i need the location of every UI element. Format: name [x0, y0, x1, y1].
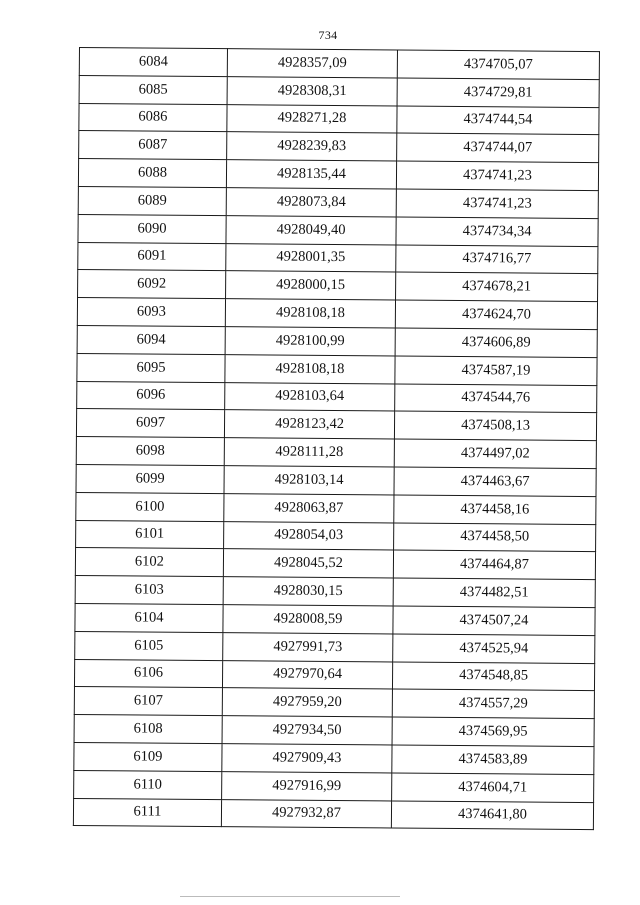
x-coordinate-cell: 4928357,09	[227, 49, 397, 78]
x-coordinate-cell: 4928030,15	[223, 577, 393, 606]
table-row	[73, 798, 593, 830]
point-id-cell: 6109	[74, 742, 222, 771]
y-coordinate-cell: 4374641,80	[391, 800, 593, 829]
y-coordinate-cell: 4374557,29	[392, 689, 594, 718]
point-id-cell: 6093	[77, 298, 225, 327]
y-coordinate-cell: 4374497,02	[394, 439, 596, 468]
x-coordinate-cell: 4928135,44	[226, 160, 396, 189]
point-id-cell: 6111	[73, 798, 221, 827]
point-id-cell: 6089	[78, 186, 226, 215]
point-id-cell: 6097	[76, 409, 224, 438]
x-coordinate-cell: 4928000,15	[226, 271, 396, 300]
point-id-cell: 6098	[76, 437, 224, 466]
x-coordinate-cell: 4927916,99	[222, 771, 392, 800]
point-id-cell: 6091	[78, 242, 226, 271]
x-coordinate-cell: 4928073,84	[226, 188, 396, 217]
x-coordinate-cell: 4928239,83	[227, 132, 397, 161]
point-id-cell: 6101	[76, 520, 224, 549]
point-id-cell: 6084	[79, 48, 227, 77]
table-row	[79, 131, 599, 163]
point-id-cell: 6110	[74, 770, 222, 799]
point-id-cell: 6108	[74, 715, 222, 744]
x-coordinate-cell: 4928063,87	[224, 493, 394, 522]
y-coordinate-cell: 4374741,23	[396, 189, 598, 218]
point-id-cell: 6095	[77, 353, 225, 382]
x-coordinate-cell: 4927909,43	[222, 744, 392, 773]
point-id-cell: 6106	[74, 659, 222, 688]
table-row	[74, 770, 594, 802]
point-id-cell: 6103	[75, 576, 223, 605]
y-coordinate-cell: 4374507,24	[393, 606, 595, 635]
x-coordinate-cell: 4928001,35	[226, 243, 396, 272]
x-coordinate-cell: 4927932,87	[221, 799, 391, 828]
x-coordinate-cell: 4928308,31	[227, 76, 397, 105]
x-coordinate-cell: 4928100,99	[225, 327, 395, 356]
table-row	[79, 48, 599, 80]
x-coordinate-cell: 4928103,14	[224, 466, 394, 495]
y-coordinate-cell: 4374544,76	[395, 384, 597, 413]
point-id-cell: 6085	[79, 75, 227, 104]
table-row	[75, 548, 595, 580]
y-coordinate-cell: 4374716,77	[396, 245, 598, 274]
y-coordinate-cell: 4374464,87	[393, 550, 595, 579]
y-coordinate-cell: 4374744,07	[397, 133, 599, 162]
table-row	[78, 214, 598, 246]
y-coordinate-cell: 4374583,89	[392, 745, 594, 774]
table-row	[74, 687, 594, 719]
table-row	[76, 464, 596, 496]
coordinates-table-container	[73, 47, 599, 830]
x-coordinate-cell: 4927959,20	[222, 688, 392, 717]
table-row	[76, 492, 596, 524]
table-row	[74, 742, 594, 774]
table-row	[76, 437, 596, 469]
table-row	[78, 270, 598, 302]
coordinates-table	[73, 47, 600, 830]
point-id-cell: 6099	[76, 464, 224, 493]
point-id-cell: 6090	[78, 214, 226, 243]
table-row	[74, 715, 594, 747]
x-coordinate-cell: 4928108,18	[225, 299, 395, 328]
table-row	[78, 242, 598, 274]
x-coordinate-cell: 4928103,64	[225, 382, 395, 411]
table-row	[77, 381, 597, 413]
y-coordinate-cell: 4374587,19	[395, 356, 597, 385]
table-row	[76, 520, 596, 552]
point-id-cell: 6105	[75, 631, 223, 660]
point-id-cell: 6086	[79, 103, 227, 132]
point-id-cell: 6092	[78, 270, 226, 299]
table-row	[74, 659, 594, 691]
table-row	[78, 186, 598, 218]
table-row	[79, 103, 599, 135]
table-row	[76, 409, 596, 441]
x-coordinate-cell: 4928049,40	[226, 215, 396, 244]
y-coordinate-cell: 4374734,34	[396, 217, 598, 246]
point-id-cell: 6107	[74, 687, 222, 716]
y-coordinate-cell: 4374463,67	[394, 467, 596, 496]
page-number: 734	[318, 28, 338, 42]
x-coordinate-cell: 4928111,28	[224, 438, 394, 467]
table-row	[75, 603, 595, 635]
page-bottom-rule	[180, 896, 400, 897]
point-id-cell: 6087	[79, 131, 227, 160]
table-row	[75, 576, 595, 608]
y-coordinate-cell: 4374482,51	[393, 578, 595, 607]
x-coordinate-cell: 4928054,03	[224, 521, 394, 550]
y-coordinate-cell: 4374604,71	[392, 773, 594, 802]
x-coordinate-cell: 4927991,73	[223, 632, 393, 661]
y-coordinate-cell: 4374569,95	[392, 717, 594, 746]
point-id-cell: 6094	[77, 325, 225, 354]
y-coordinate-cell: 4374705,07	[397, 50, 599, 79]
table-row	[78, 159, 598, 191]
y-coordinate-cell: 4374624,70	[395, 300, 597, 329]
point-id-cell: 6104	[75, 603, 223, 632]
x-coordinate-cell: 4928108,18	[225, 354, 395, 383]
y-coordinate-cell: 4374678,21	[396, 272, 598, 301]
table-row	[77, 325, 597, 357]
x-coordinate-cell: 4928123,42	[224, 410, 394, 439]
y-coordinate-cell: 4374458,16	[394, 495, 596, 524]
table-row	[77, 353, 597, 385]
x-coordinate-cell: 4928008,59	[223, 605, 393, 634]
table-row	[75, 631, 595, 663]
y-coordinate-cell: 4374744,54	[397, 106, 599, 135]
x-coordinate-cell: 4928271,28	[227, 104, 397, 133]
x-coordinate-cell: 4928045,52	[223, 549, 393, 578]
x-coordinate-cell: 4927970,64	[222, 660, 392, 689]
point-id-cell: 6088	[78, 159, 226, 188]
table-row	[79, 75, 599, 107]
point-id-cell: 6100	[76, 492, 224, 521]
y-coordinate-cell: 4374548,85	[392, 662, 594, 691]
y-coordinate-cell: 4374729,81	[397, 78, 599, 107]
y-coordinate-cell: 4374525,94	[393, 634, 595, 663]
y-coordinate-cell: 4374741,23	[396, 161, 598, 190]
x-coordinate-cell: 4927934,50	[222, 716, 392, 745]
table-row	[77, 298, 597, 330]
y-coordinate-cell: 4374508,13	[394, 411, 596, 440]
coordinates-table-body	[73, 48, 599, 830]
y-coordinate-cell: 4374458,50	[394, 523, 596, 552]
y-coordinate-cell: 4374606,89	[395, 328, 597, 357]
point-id-cell: 6096	[77, 381, 225, 410]
point-id-cell: 6102	[75, 548, 223, 577]
